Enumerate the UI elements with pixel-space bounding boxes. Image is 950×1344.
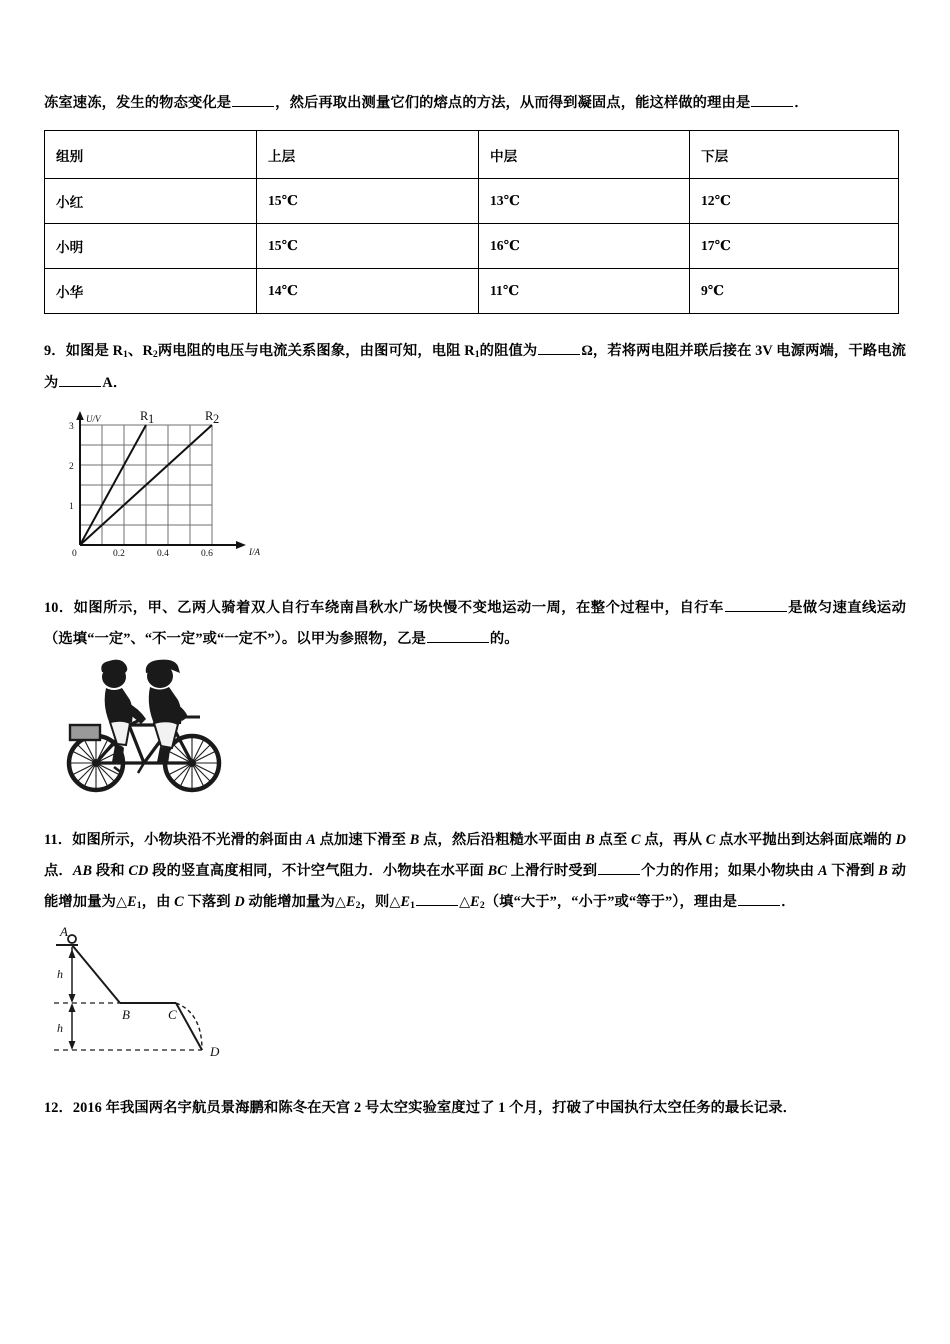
q11-e2b: E (470, 894, 480, 910)
q11-e1b-sub: 1 (410, 900, 416, 912)
question-11-text (44, 825, 906, 919)
graph-axes (80, 417, 238, 545)
q11-part6: 点水平抛出到达斜面底端的 (715, 832, 896, 848)
label-point-b: B (122, 1007, 130, 1022)
cell-middle: 13℃ (479, 179, 690, 224)
question-10-text (44, 593, 906, 655)
table-row (45, 269, 899, 314)
table-header-group: 组别 (45, 131, 257, 179)
label-height-1: h (57, 967, 63, 981)
question-9 (44, 336, 906, 559)
table-header-upper: 上层 (257, 131, 479, 179)
rear-rider-shoe (112, 745, 124, 764)
incline-diagram-svg (44, 925, 259, 1065)
q10-part1: 如图所示，甲、乙两人骑着双人自行车绕南昌秋水广场快慢不变地运动一周，在整个过程中，自行车 (73, 600, 724, 616)
rear-rider-hair (101, 660, 127, 673)
q11-part8: 段和 (92, 863, 129, 879)
q11-part3: 点，然后沿粗糙水平面由 (419, 832, 586, 848)
rear-basket (70, 725, 100, 740)
question-12-text (44, 1093, 906, 1124)
question-12 (44, 1093, 906, 1124)
q9-part1: 如图是 R (65, 343, 124, 359)
cell-middle: 16℃ (479, 224, 690, 269)
bicycle-figure (54, 659, 906, 801)
front-rider (146, 660, 188, 764)
cell-group: 小明 (45, 224, 257, 269)
q9-sub3: 1 (474, 349, 480, 361)
label-height-2: h (57, 1021, 63, 1035)
q11-part12: 下滑到 (827, 863, 879, 879)
q11-e2b-sub: 2 (479, 900, 485, 912)
q11-e1-sub: 1 (136, 900, 142, 912)
table-row (45, 179, 899, 224)
q12-number: 12． (44, 1100, 73, 1116)
q11-blank-compare[interactable] (416, 891, 458, 906)
x-tick-04: 0.4 (157, 549, 169, 559)
q10-part3: 的。 (489, 631, 519, 647)
block-at-a (68, 935, 76, 943)
cell-group: 小红 (45, 179, 257, 224)
intro-blank-1[interactable] (232, 92, 274, 107)
q11-part19: （填“大于”，“小于”或“等于”），理由是 (484, 894, 738, 910)
label-point-d: D (210, 1044, 220, 1059)
q11-part7: 点． (44, 863, 73, 879)
q11-segment-bc: BC (487, 863, 507, 879)
r1-label: R (140, 409, 149, 423)
q11-part5: 点，再从 (640, 832, 706, 848)
q9-part3: 两电阻的电压与电流关系图象，由图可知，电阻 R (157, 343, 475, 359)
cell-lower: 9℃ (690, 269, 899, 314)
origin-label: 0 (72, 549, 77, 559)
q9-number: 9． (44, 343, 66, 359)
question-11 (44, 825, 906, 1065)
q11-point-c1: C (631, 832, 641, 848)
q9-blank-resistance[interactable] (538, 340, 580, 355)
q11-part17: ，则△ (360, 894, 401, 910)
ui-graph-figure (52, 407, 906, 559)
q11-part9: 段的竖直高度相同，不计空气阻力．小物块在水平面 (148, 863, 488, 879)
q9-unit-ohm: Ω (581, 343, 593, 359)
arrow-head-h1-top (69, 949, 76, 958)
q11-part1: 如图所示，小物块沿不光滑的斜面由 (72, 832, 307, 848)
label-point-a: A (60, 925, 68, 939)
cell-upper: 15℃ (257, 224, 479, 269)
incline-figure (44, 925, 906, 1065)
q11-part18: △ (459, 894, 471, 910)
question-9-text (44, 336, 906, 399)
r2-label-sub: 2 (213, 412, 220, 426)
tandem-bicycle-icon (54, 659, 234, 801)
arrow-head-h2 (69, 1041, 76, 1050)
q11-point-a2: A (817, 863, 828, 879)
intro-text-end: ． (794, 95, 809, 111)
intro-paragraph (44, 88, 906, 119)
y-tick-2: 2 (69, 462, 74, 472)
q11-point-c3: C (174, 894, 184, 910)
x-axis-arrow-icon (236, 541, 246, 549)
temperature-data-table (44, 130, 899, 314)
page-content (44, 88, 906, 1124)
q11-part11: 个力的作用；如果小物块由 (641, 863, 818, 879)
cell-group: 小华 (45, 269, 257, 314)
intro-text-before: 冻室速冻，发生的物态变化是 (44, 95, 232, 111)
q11-part2: 点加速下滑至 (315, 832, 410, 848)
x-tick-06: 0.6 (201, 549, 213, 559)
q11-blank-forces[interactable] (598, 860, 640, 875)
q10-number: 10． (44, 600, 74, 616)
q11-e2: E (345, 894, 356, 910)
intro-text-middle: ，然后再取出测量它们的熔点的方法，从而得到凝固点，能这样做的理由是 (275, 95, 751, 111)
cell-upper: 14℃ (257, 269, 479, 314)
arrow-head-h2-top (69, 1003, 76, 1012)
q9-part2: 、R (128, 343, 153, 359)
q12-body: 2016 年我国两名宇航员景海鹏和陈冬在天宫 2 号太空实验室度过了 1 个月，打破了中国执行太空任务的最长记录． (72, 1100, 798, 1116)
q9-sub1: 1 (123, 349, 129, 361)
q11-segment-ab: AB (72, 863, 93, 879)
q11-point-b3: B (878, 863, 888, 879)
q9-sub2: 2 (152, 349, 158, 361)
q11-point-d2: D (234, 894, 245, 910)
arrow-head-h1 (69, 994, 76, 1003)
path-cd (176, 1003, 202, 1050)
q11-part10: 上滑行时受到 (506, 863, 598, 879)
q11-point-a1: A (306, 832, 316, 848)
table-header-lower: 下层 (690, 131, 899, 179)
y-axis-label: U/V (86, 414, 101, 424)
q11-e1b: E (400, 894, 411, 910)
q11-part13: 动能增加量为△ (44, 863, 906, 910)
question-10 (44, 593, 906, 801)
y-tick-3: 3 (69, 422, 74, 432)
q9-part4: 的阻值为 (479, 343, 538, 359)
q11-point-c2: C (705, 832, 716, 848)
q11-point-b1: B (409, 832, 420, 848)
q11-point-b2: B (585, 832, 595, 848)
ui-graph-svg (52, 407, 282, 559)
r2-label: R (205, 409, 214, 423)
front-rider-shoe (157, 747, 170, 764)
r1-label-sub: 1 (148, 412, 155, 426)
q10-blank-2[interactable] (427, 628, 489, 643)
q10-part2: 是做匀速直线运动（选填“一定”、“不一定”或“一定不”）。以甲为参照物，乙是 (44, 600, 906, 647)
q11-part15: 下落到 (183, 894, 235, 910)
q9-part5: ，若将两电阻并联后接在 3V 电源两端，干路电流为 (44, 343, 906, 391)
table-header-middle: 中层 (479, 131, 690, 179)
q11-part20: ． (781, 894, 796, 910)
q9-blank-current[interactable] (59, 372, 101, 387)
q10-blank-1[interactable] (725, 597, 787, 612)
cell-upper: 15℃ (257, 179, 479, 224)
cell-middle: 11℃ (479, 269, 690, 314)
q9-unit-amp: A． (102, 375, 128, 391)
q11-part4: 点至 (594, 832, 632, 848)
cell-lower: 12℃ (690, 179, 899, 224)
table-header-row (45, 131, 899, 179)
y-axis-arrow-icon (76, 411, 84, 420)
incline-ab (72, 945, 120, 1003)
intro-blank-2[interactable] (751, 92, 793, 107)
q11-blank-reason[interactable] (738, 891, 780, 906)
q11-number: 11． (44, 832, 73, 848)
q11-e2-sub: 2 (355, 900, 361, 912)
x-tick-02: 0.2 (113, 549, 125, 559)
x-axis-label: I/A (249, 547, 260, 557)
cell-lower: 17℃ (690, 224, 899, 269)
q11-point-d1: D (895, 832, 906, 848)
q11-e1: E (127, 894, 137, 910)
y-tick-1: 1 (69, 502, 74, 512)
label-point-c: C (168, 1007, 177, 1022)
q11-part16: 动能增加量为△ (244, 894, 346, 910)
q11-part14: ，由 (141, 894, 175, 910)
q11-segment-cd: CD (128, 863, 149, 879)
table-row (45, 224, 899, 269)
